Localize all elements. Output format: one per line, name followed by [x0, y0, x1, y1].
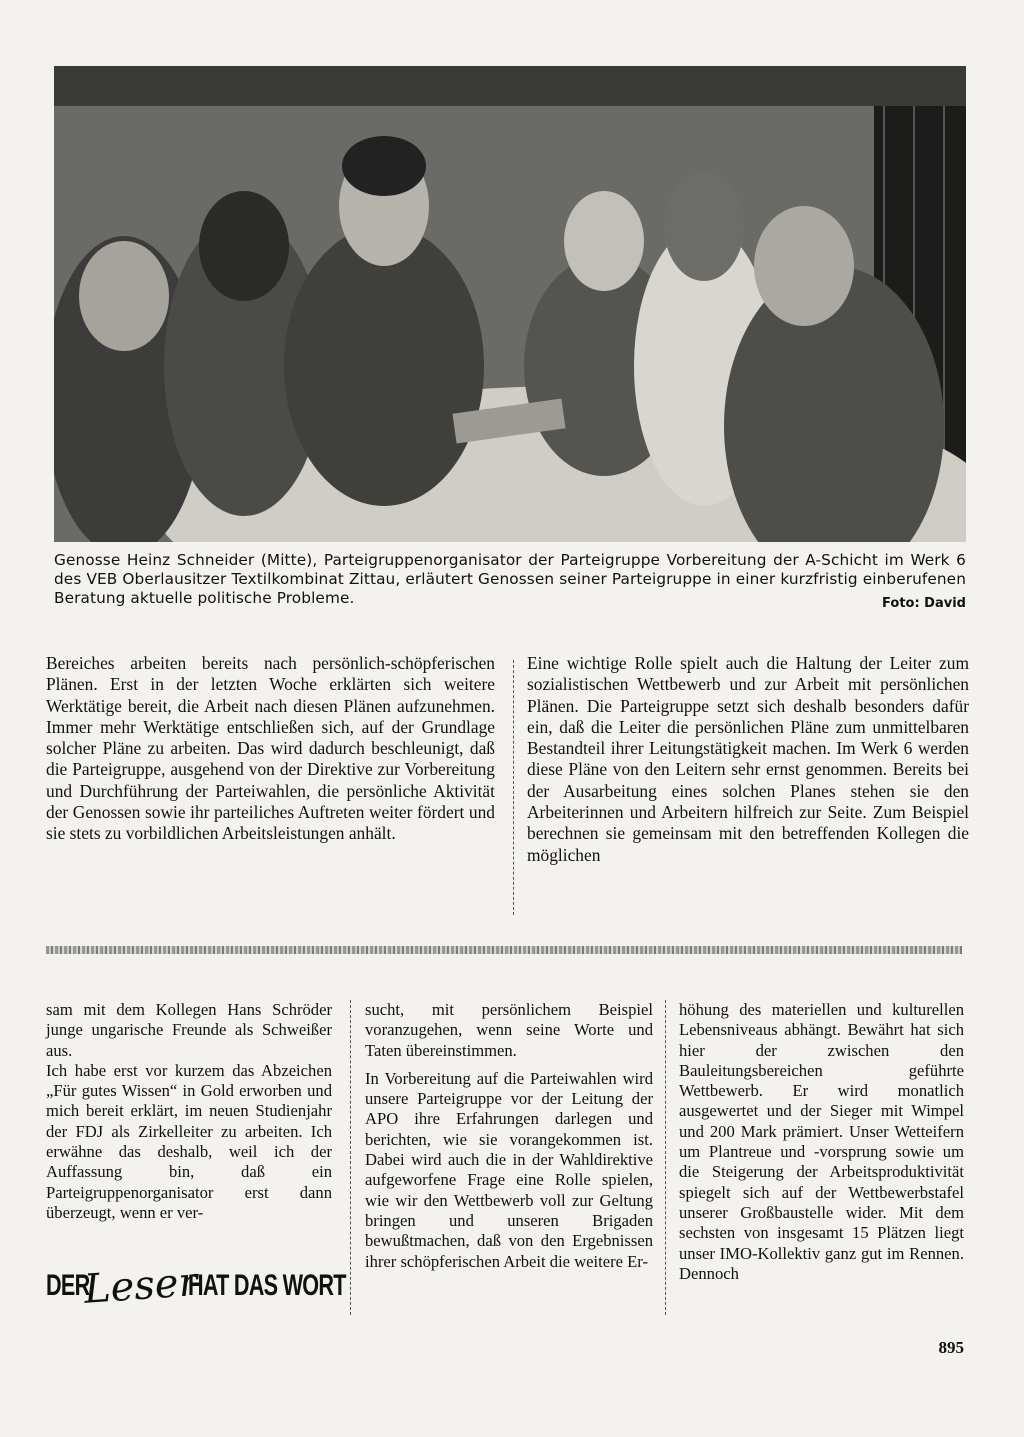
- paragraph: Eine wichtige Rolle spielt auch die Haltung der Leiter zum sozialistischen Wettbewerb und zur Arbeit mit persönlichen Plänen. Die Parteigruppe setzt sich deshalb besonders dafür ein, daß die Leiter die persönlichen Pläne zum unmittelbaren Bestandteil ihrer Leitungstätigkeit machen. Im Werk 6 werden diese Pläne von den Leitern sehr ernst genommen. Bereits bei der Ausarbeitung eines solchen Planes stehen sie den Arbeiterinnen und Arbeitern hilfreich zur Seite. Zum Beispiel berechnen sie gemeinsam mit den betreffenden Kollegen die möglichen: [527, 653, 969, 865]
- paragraph: sucht, mit persönlichem Beispiel voranzugehen, wenn seine Worte und Taten übereinstimmen.: [365, 1000, 653, 1060]
- section-divider: [46, 946, 962, 954]
- lower-column-3: [679, 1000, 964, 1284]
- lower-column-2: [365, 1000, 653, 1272]
- column-divider: [665, 1000, 667, 1315]
- paragraph: Ich habe erst vor kurzem das Abzeichen „Für gutes Wissen“ in Gold erworben und mich bereit erklärt, im neuen Studienjahr der FDJ als Zirkelleiter zu arbeiten. Ich erwähne das deshalb, weil ich der Auffassung bin, daß ein Parteigruppenorganisator erst dann überzeugt, wenn er ver-: [46, 1060, 332, 1222]
- lower-column-1: [46, 1000, 332, 1223]
- section-logo: [46, 1259, 346, 1313]
- logo-text-leser: Leser: [82, 1259, 200, 1313]
- column-divider: [350, 1000, 352, 1315]
- logo-text-hat-das-wort: HAT DAS WORT: [187, 1269, 346, 1302]
- paragraph: höhung des materiellen und kulturellen Lebensniveaus abhängt. Bewährt hat sich hier der zwischen den Bauleitungsbereichen geführte Wettbewerb. Er wird monatlich ausgewertet und der Sieger mit Wimpel und 200 Mark prämiert. Unser Wetteifern um Plantreue und -vorsprung sowie um die Steigerung der Arbeitsproduktivität spiegelt sich auf der Wettbewerbstafel unserer Großbaustelle wider. Mit dem sechsten von insgesamt 15 Plätzen liegt unser IMO-Kollektiv ganz gut im Rennen. Dennoch: [679, 1000, 964, 1283]
- upper-right-column: [527, 653, 969, 866]
- column-divider: [513, 660, 515, 915]
- logo-text-der: DER: [46, 1269, 90, 1302]
- paragraph: In Vorbereitung auf die Parteiwahlen wird unsere Parteigruppe vor der Leitung der APO ihre Erfahrungen darlegen und berichten, wie sie vorangekommen ist. Dabei wird auch die in der Wahldirektive aufgeworfene Frage eine Rolle spielen, wie wir den Wettbewerb voll zur Geltung bringen und unseren Brigaden bewußtmachen, daß von den Ergebnissen ihrer schöpferischen Arbeit die weitere Er-: [365, 1068, 653, 1271]
- photo-credit: Foto: David: [882, 596, 966, 611]
- group-photo-icon: [54, 66, 966, 542]
- paragraph: Bereiches arbeiten bereits nach persönlich-schöpferischen Plänen. Erst in der letzten Woche erklärten sich weitere Werktätige bereit, die Arbeit nach diesen Plänen aufzunehmen. Immer mehr Werktätige entschließen sich, auf der Grundlage solcher Pläne zu arbeiten. Das wird dadurch beschleunigt, daß die Parteigruppe, ausgehend von der Direktive zur Vorbereitung und Durchführung der Parteiwahlen, die persönliche Aktivität der Genossen sowie ihr parteiliches Auftreten weiter fördert und sie stets zu vorbildlichen Arbeitsleistungen anhält.: [46, 653, 495, 844]
- upper-left-column: [46, 653, 495, 845]
- photo-caption: Genosse Heinz Schneider (Mitte), Parteigruppenorganisator der Parteigruppe Vorbereitung der A-Schicht im Werk 6 des VEB Oberlausitzer Textilkombinat Zittau, erläutert Genossen seiner Parteigruppe in einer kurzfristig einberufenen Beratung aktuelle politische Probleme.: [54, 551, 966, 607]
- paragraph: sam mit dem Kollegen Hans Schröder junge ungarische Freunde als Schweißer aus.: [46, 1000, 332, 1060]
- group-photo: [54, 66, 966, 542]
- page-number: 895: [938, 1338, 964, 1357]
